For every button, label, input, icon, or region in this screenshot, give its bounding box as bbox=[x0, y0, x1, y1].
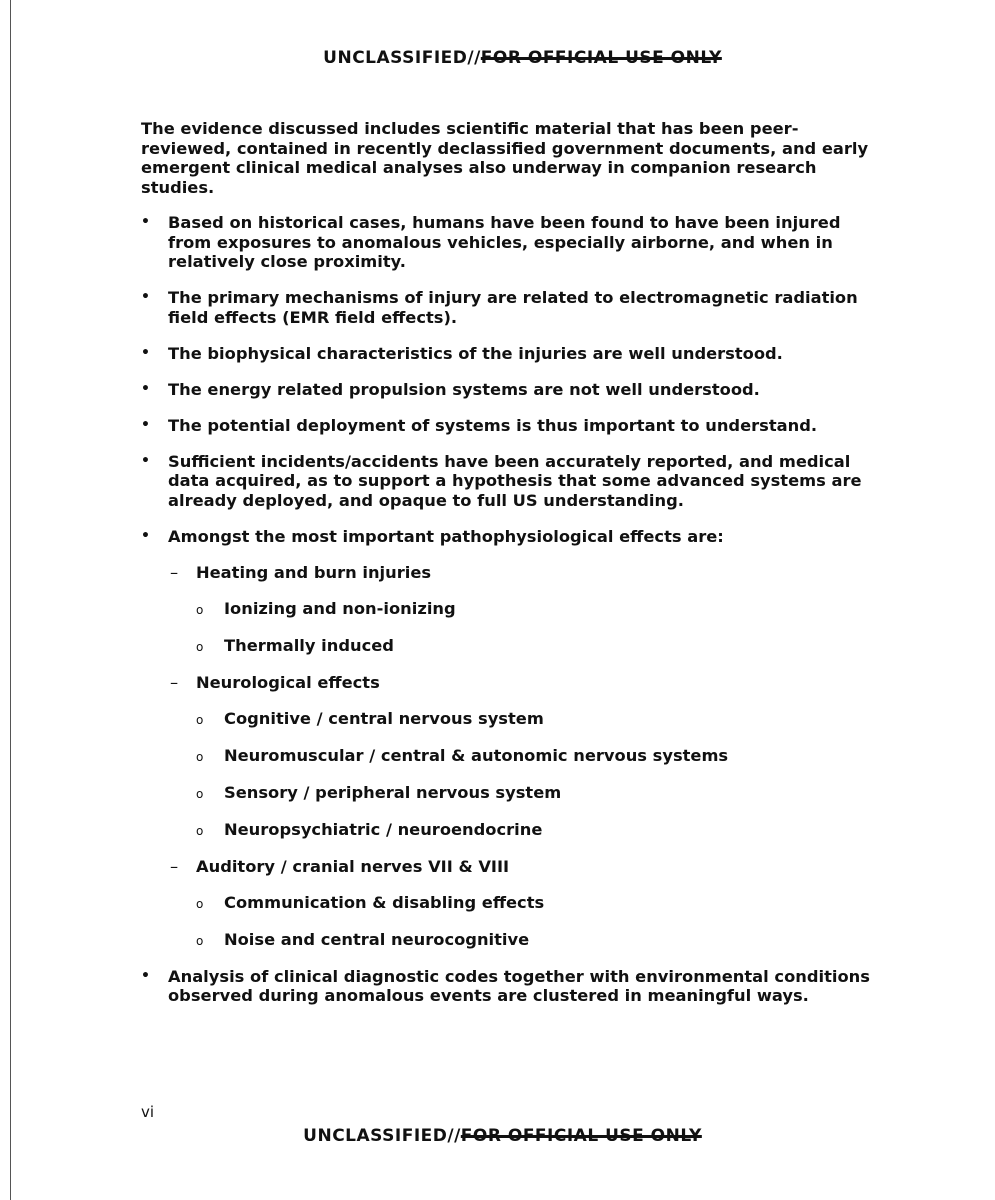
classification-marking: UNCLASSIFIED// bbox=[303, 1126, 461, 1146]
effect-item bbox=[141, 820, 871, 840]
effect-category-label: Heating and burn injuries bbox=[196, 563, 432, 583]
circle-bullet-icon: o bbox=[196, 640, 204, 655]
list-item bbox=[141, 967, 871, 1006]
circle-bullet-icon: o bbox=[196, 750, 204, 765]
classification-marking: UNCLASSIFIED// bbox=[323, 48, 481, 68]
effect-item bbox=[141, 599, 871, 619]
bullet-icon: • bbox=[141, 380, 150, 397]
effect-category bbox=[141, 857, 871, 877]
effect-item-text: Noise and central neurocognitive bbox=[224, 929, 530, 949]
bullet-icon: • bbox=[141, 289, 150, 306]
effect-item bbox=[141, 783, 871, 803]
effect-item bbox=[141, 709, 871, 729]
struck-caveat: FOR OFFICIAL USE ONLY bbox=[480, 48, 722, 68]
circle-bullet-icon: o bbox=[196, 603, 204, 618]
effect-item-text: Neuromuscular / central & autonomic nervous systems bbox=[224, 746, 729, 766]
list-item bbox=[141, 452, 871, 511]
list-item bbox=[141, 527, 871, 547]
list-item-text: Analysis of clinical diagnostic codes together with environmental conditions observed during anomalous events are clustered in meaningful ways. bbox=[168, 966, 870, 1006]
effect-item-text: Communication & disabling effects bbox=[224, 892, 545, 912]
list-item-text: The energy related propulsion systems are not well understood. bbox=[168, 379, 760, 399]
effect-item bbox=[141, 930, 871, 950]
bullet-icon: • bbox=[141, 967, 150, 984]
effect-category bbox=[141, 673, 871, 693]
list-item-text: The potential deployment of systems is thus important to understand. bbox=[168, 415, 818, 435]
effect-item-text: Sensory / peripheral nervous system bbox=[224, 782, 562, 802]
bullet-icon: • bbox=[141, 214, 150, 230]
circle-bullet-icon: o bbox=[196, 786, 204, 801]
list-item-text: Sufficient incidents/accidents have been accurately reported, and medical data acquired, as to support a hypothesis that some advanced systems are already deployed, and opaque to full US understanding. bbox=[168, 451, 862, 510]
page-edge bbox=[10, 0, 11, 1200]
classification-header bbox=[0, 48, 995, 68]
list-item-text: Amongst the most important pathophysiological effects are: bbox=[168, 527, 724, 547]
list-item-text: The biophysical characteristics of the injuries are well understood. bbox=[168, 343, 783, 363]
list-item bbox=[141, 380, 871, 400]
bullet-icon: • bbox=[141, 416, 150, 433]
dash-icon: – bbox=[170, 673, 179, 693]
list-item-text: Based on historical cases, humans have been found to have been injured from exposures to anomalous vehicles, especially airborne, and when in relatively close proximity. bbox=[168, 213, 841, 271]
list-item bbox=[141, 344, 871, 364]
dash-icon: – bbox=[170, 856, 179, 876]
document-body bbox=[141, 119, 871, 1022]
effect-item bbox=[141, 636, 871, 656]
list-item bbox=[141, 288, 871, 327]
list-item bbox=[141, 416, 871, 436]
effect-item bbox=[141, 746, 871, 766]
bullet-icon: • bbox=[141, 528, 150, 545]
classification-footer bbox=[0, 1126, 995, 1146]
bullet-icon: • bbox=[141, 344, 150, 361]
struck-caveat: FOR OFFICIAL USE ONLY bbox=[460, 1126, 702, 1146]
effect-category-label: Neurological effects bbox=[196, 673, 380, 693]
effect-item-text: Thermally induced bbox=[224, 636, 394, 656]
circle-bullet-icon: o bbox=[196, 823, 204, 838]
effect-item bbox=[141, 893, 871, 913]
effect-item-text: Neuropsychiatric / neuroendocrine bbox=[224, 819, 543, 839]
dash-icon: – bbox=[170, 563, 179, 583]
effect-item-text: Ionizing and non-ionizing bbox=[224, 599, 456, 619]
list-item bbox=[141, 213, 871, 272]
circle-bullet-icon: o bbox=[196, 896, 204, 911]
effect-category-label: Auditory / cranial nerves VII & VIII bbox=[196, 856, 510, 876]
circle-bullet-icon: o bbox=[196, 933, 204, 948]
intro-paragraph: The evidence discussed includes scientific material that has been peer-reviewed, contained in recently declassified government documents, and early emergent clinical medical analyses also underway in companion research studies. bbox=[141, 119, 869, 197]
list-item-text: The primary mechanisms of injury are related to electromagnetic radiation field effects (EMR field effects). bbox=[168, 288, 858, 327]
effect-category bbox=[141, 563, 871, 583]
effect-item-text: Cognitive / central nervous system bbox=[224, 709, 544, 729]
circle-bullet-icon: o bbox=[196, 713, 204, 728]
page-number: vi bbox=[141, 1103, 155, 1121]
bullet-icon: • bbox=[141, 452, 150, 469]
